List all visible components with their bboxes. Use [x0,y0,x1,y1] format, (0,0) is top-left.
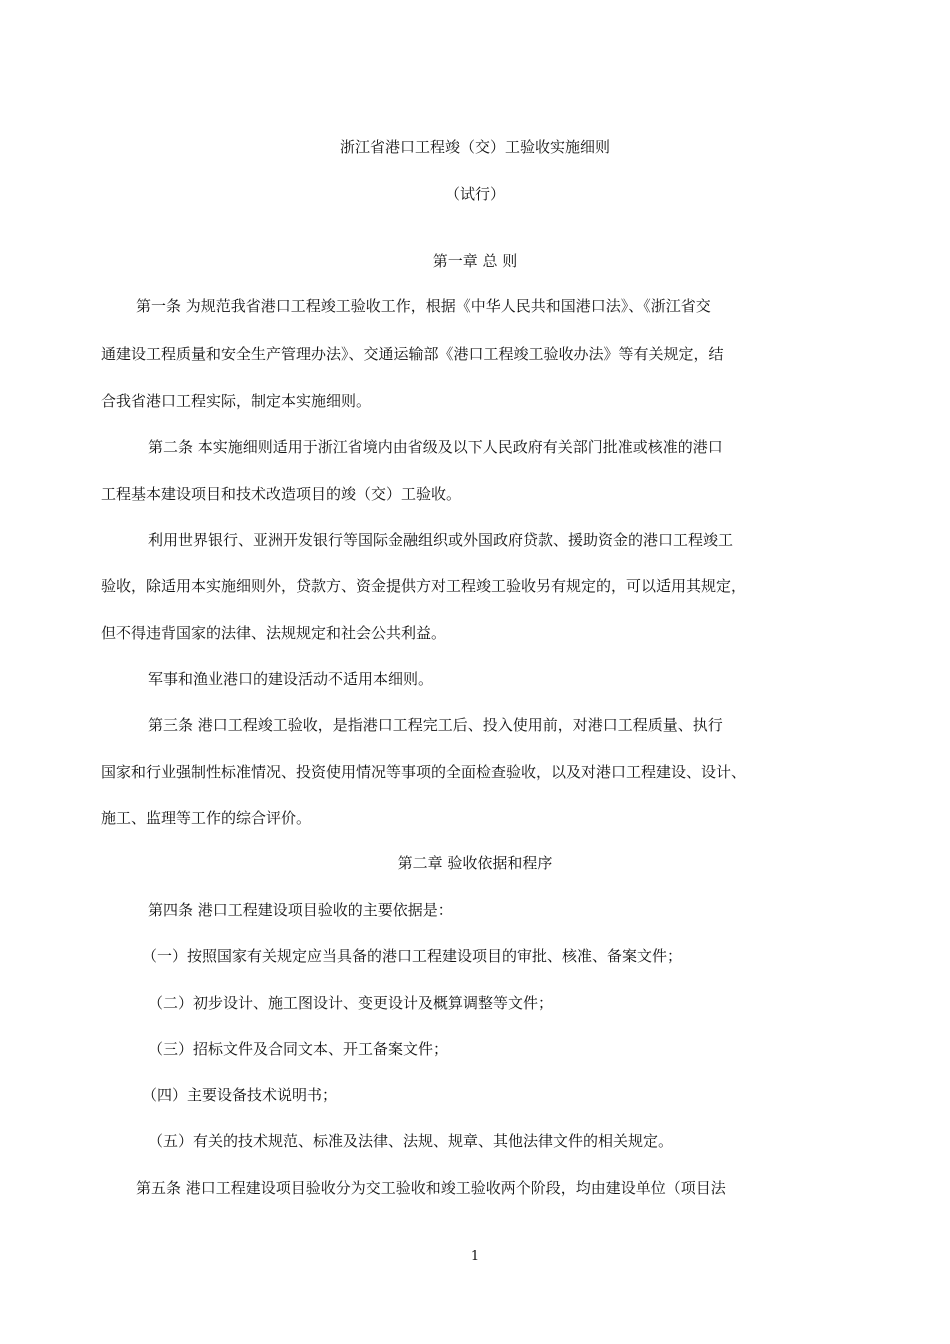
article-2-para-2-line-3: 但不得违背国家的法律、法规规定和社会公共利益。 [101,624,447,642]
article-2-para-2-line-1: 利用世界银行、亚洲开发银行等国际金融组织或外国政府贷款、援助资金的港口工程竣工 [148,531,734,549]
document-subtitle: （试行） [444,185,505,203]
article-1-line-3: 合我省港口工程实际，制定本实施细则。 [101,392,372,410]
article-4-item-1: （一）按照国家有关规定应当具备的港口工程建设项目的审批、核准、备案文件； [142,947,683,965]
article-3-line-2: 国家和行业强制性标准情况、投资使用情况等事项的全面检查验收，以及对港口工程建设、设计、 [101,763,747,781]
article-4-item-3: （三）招标文件及合同文本、开工备案文件； [148,1040,449,1058]
article-3-line-1: 第三条 港口工程竣工验收，是指港口工程完工后、投入使用前，对港口工程质量、执行 [148,716,723,734]
article-4-item-4: （四）主要设备技术说明书； [142,1086,338,1104]
article-1-line-1: 第一条 为规范我省港口工程竣工验收工作，根据《中华人民共和国港口法》、《浙江省交 [136,297,711,315]
article-2-line-2: 工程基本建设项目和技术改造项目的竣（交）工验收。 [101,485,462,503]
article-5-line-1: 第五条 港口工程建设项目验收分为交工验收和竣工验收两个阶段，均由建设单位（项目法 [136,1179,726,1197]
document-title: 浙江省港口工程竣（交）工验收实施细则 [339,138,610,156]
chapter-1-heading: 第一章 总 则 [432,252,518,270]
article-4-item-5: （五）有关的技术规范、标准及法律、法规、规章、其他法律文件的相关规定。 [148,1132,674,1150]
article-2-para-2-line-2: 验收，除适用本实施细则外，贷款方、资金提供方对工程竣工验收另有规定的，可以适用其规定， [101,577,747,595]
article-4-intro: 第四条 港口工程建设项目验收的主要依据是： [148,901,453,919]
article-4-item-2: （二）初步设计、施工图设计、变更设计及概算调整等文件； [148,994,554,1012]
page-number: 1 [470,1249,480,1264]
chapter-2-heading: 第二章 验收依据和程序 [397,854,553,872]
article-2-para-3: 军事和渔业港口的建设活动不适用本细则。 [148,670,434,688]
article-1-line-2: 通建设工程质量和安全生产管理办法》、交通运输部《港口工程竣工验收办法》等有关规定，结 [101,345,724,363]
article-2-line-1: 第二条 本实施细则适用于浙江省境内由省级及以下人民政府有关部门批准或核准的港口 [148,438,723,456]
article-3-line-3: 施工、监理等工作的综合评价。 [101,809,312,827]
